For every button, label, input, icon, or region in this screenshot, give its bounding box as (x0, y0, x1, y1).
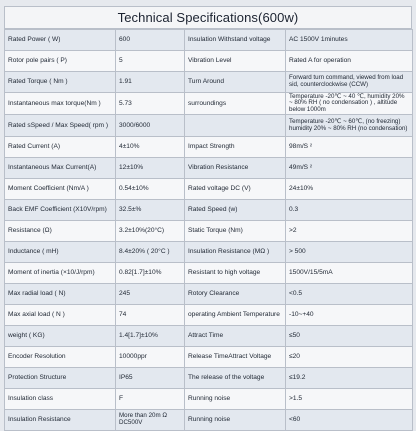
spec-label: Attract Time (185, 326, 286, 347)
spec-value: 245 (116, 284, 185, 305)
spec-value: More than 20m Ω DC500V (116, 410, 185, 431)
table-row (5, 368, 413, 389)
spec-value: 32.5±% (116, 200, 185, 221)
table-row (5, 242, 413, 263)
spec-value: ≤20 (286, 347, 413, 368)
spec-label: Max radial load ( N) (5, 284, 116, 305)
spec-value: Rated A for operation (286, 51, 413, 72)
spec-value: 600 (116, 30, 185, 51)
spec-value: Temperature -20℃ ~ 40 ℃, humidity 20% ~ 80% RH ( no condensation ) , altitude below 1000m (286, 93, 413, 115)
page-title: Technical Specifications(600w) (4, 6, 412, 29)
spec-value: 74 (116, 305, 185, 326)
spec-label: Rated Speed (w) (185, 200, 286, 221)
spec-value: 3.2±10%(20°C) (116, 221, 185, 242)
spec-value: 98m/S ² (286, 137, 413, 158)
spec-label: Rotory Clearance (185, 284, 286, 305)
table-row (5, 347, 413, 368)
spec-label: Insulation class (5, 389, 116, 410)
spec-value: > 500 (286, 242, 413, 263)
spec-value: ≤19.2 (286, 368, 413, 389)
spec-label: Resistance (Ω) (5, 221, 116, 242)
table-row (5, 263, 413, 284)
spec-value: 0.54±10% (116, 179, 185, 200)
table-row (5, 137, 413, 158)
spec-label: Moment of inertia (×10/J/rpm) (5, 263, 116, 284)
table-row (5, 51, 413, 72)
spec-label: Rated sSpeed / Max Speed( rpm ) (5, 115, 116, 137)
spec-label: Insulation Resistance (MΩ ) (185, 242, 286, 263)
spec-value: 5.73 (116, 93, 185, 115)
table-row (5, 30, 413, 51)
spec-value: 8.4±20% ( 20°C ) (116, 242, 185, 263)
spec-value: 12±10% (116, 158, 185, 179)
table-row (5, 305, 413, 326)
spec-value: 4±10% (116, 137, 185, 158)
spec-value: Temperature -20℃ ~ 60℃, (no freezing) humidity 20% ~ 80% RH (no condensation) (286, 115, 413, 137)
spec-value: Forward turn command, viewed from load sid, counterclockwise (CCW) (286, 72, 413, 93)
spec-label: Static Torque (Nm) (185, 221, 286, 242)
spec-label: Back EMF Coefficient (X10V/rpm) (5, 200, 116, 221)
spec-label: Rated Power ( W) (5, 30, 116, 51)
spec-label: Instantaneous max torque(Nm ) (5, 93, 116, 115)
spec-label (185, 115, 286, 137)
spec-label: Instantaneous Max Current(A) (5, 158, 116, 179)
table-row (5, 179, 413, 200)
spec-sheet (4, 6, 412, 426)
table-row (5, 389, 413, 410)
spec-value: AC 1500V 1minutes (286, 30, 413, 51)
spec-value: 0.82[1.7]±10% (116, 263, 185, 284)
spec-label: Rated Current (A) (5, 137, 116, 158)
spec-value: ≤50 (286, 326, 413, 347)
spec-label: Rated voltage DC (V) (185, 179, 286, 200)
spec-label: Inductance ( mH) (5, 242, 116, 263)
table-row (5, 93, 413, 115)
spec-label: Insulation Resistance (5, 410, 116, 431)
spec-label: Vibration Level (185, 51, 286, 72)
spec-value: 0.3 (286, 200, 413, 221)
spec-value: <0.5 (286, 284, 413, 305)
spec-label: Encoder Resolution (5, 347, 116, 368)
table-row (5, 284, 413, 305)
spec-label: Running noise (185, 410, 286, 431)
spec-value: >2 (286, 221, 413, 242)
spec-value: 3000/6000 (116, 115, 185, 137)
table-row (5, 115, 413, 137)
spec-label: weight ( KG) (5, 326, 116, 347)
spec-label: Max axial load ( N ) (5, 305, 116, 326)
table-row (5, 200, 413, 221)
spec-label: Protection Structure (5, 368, 116, 389)
spec-value: 24±10% (286, 179, 413, 200)
table-row (5, 158, 413, 179)
spec-label: operating Ambient Temperature (185, 305, 286, 326)
spec-value: 1.4[1.7]±10% (116, 326, 185, 347)
spec-label: Vibration Resistance (185, 158, 286, 179)
spec-table (4, 29, 413, 431)
table-row (5, 410, 413, 431)
spec-value: 49m/S ² (286, 158, 413, 179)
spec-label: The release of the voltage (185, 368, 286, 389)
spec-value: F (116, 389, 185, 410)
spec-label: Release TimeAttract Voltage (185, 347, 286, 368)
spec-label: Rated Torque ( Nm ) (5, 72, 116, 93)
spec-label: Rotor pole pairs ( P) (5, 51, 116, 72)
spec-value: 1.91 (116, 72, 185, 93)
spec-value: 5 (116, 51, 185, 72)
spec-value: -10~+40 (286, 305, 413, 326)
spec-label: Impact Strength (185, 137, 286, 158)
spec-label: Resistant to high voltage (185, 263, 286, 284)
spec-value: IP65 (116, 368, 185, 389)
table-row (5, 326, 413, 347)
spec-value: 1500V/15/5mA (286, 263, 413, 284)
spec-value: >1.5 (286, 389, 413, 410)
spec-value: <60 (286, 410, 413, 431)
spec-label: Moment Coefficient (Nm/A ) (5, 179, 116, 200)
table-row (5, 221, 413, 242)
spec-label: Insulation Withstand voltage (185, 30, 286, 51)
table-row (5, 72, 413, 93)
spec-value: 10000ppr (116, 347, 185, 368)
spec-label: surroundings (185, 93, 286, 115)
spec-label: Running noise (185, 389, 286, 410)
spec-label: Turn Around (185, 72, 286, 93)
